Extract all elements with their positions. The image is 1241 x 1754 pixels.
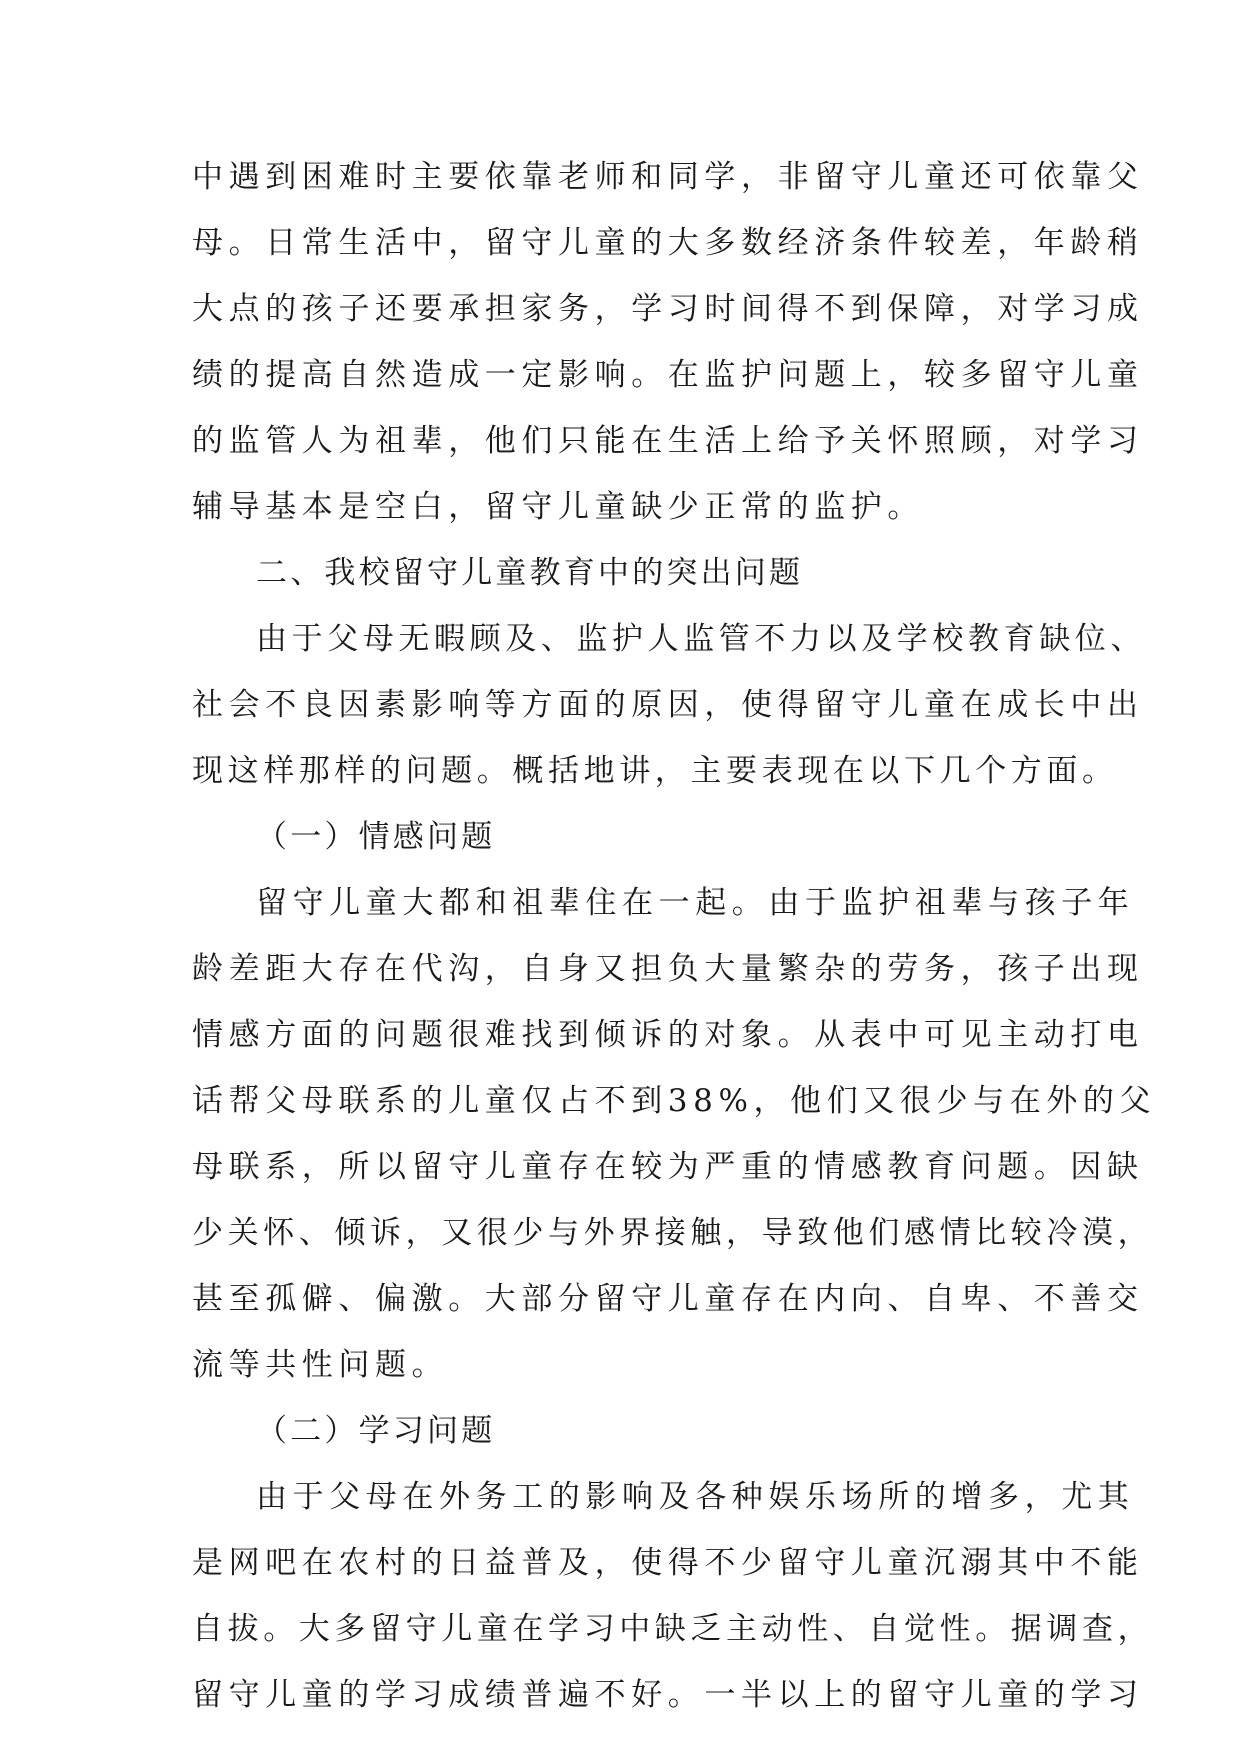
paragraph-line: 中遇到困难时主要依靠老师和同学，非留守儿童还可依靠父 [192, 159, 1144, 195]
paragraph-line: 绩的提高自然造成一定影响。在监护问题上，较多留守儿童 [192, 357, 1144, 393]
paragraph-line: 龄差距大存在代沟，自身又担负大量繁杂的劳务，孩子出现 [192, 951, 1144, 987]
section-heading: 二、我校留守儿童教育中的突出问题 [256, 555, 804, 591]
subsection-heading: （二）学习问题 [256, 1413, 496, 1449]
paragraph-line: 自拔。大多留守儿童在学习中缺乏主动性、自觉性。据调查， [192, 1611, 1154, 1647]
paragraph-line: 社会不良因素影响等方面的原因，使得留守儿童在成长中出 [192, 687, 1144, 723]
paragraph-line: 情感方面的问题很难找到倾诉的对象。从表中可见主动打电 [192, 1017, 1144, 1053]
paragraph-line: 的监管人为祖辈，他们只能在生活上给予关怀照顾，对学习 [192, 423, 1144, 459]
paragraph-line: 母。日常生活中，留守儿童的大多数经济条件较差，年龄稍 [192, 225, 1144, 261]
paragraph-line: 是网吧在农村的日益普及，使得不少留守儿童沉溺其中不能 [192, 1545, 1144, 1581]
paragraph-line: 流等共性问题。 [192, 1347, 449, 1383]
paragraph-line: 留守儿童大都和祖辈住在一起。由于监护祖辈与孩子年 [256, 885, 1135, 921]
paragraph-line: 大点的孩子还要承担家务，学习时间得不到保障，对学习成 [192, 291, 1144, 327]
paragraph-line: 由于父母在外务工的影响及各种娱乐场所的增多，尤其 [256, 1479, 1135, 1515]
paragraph-line: 母联系，所以留守儿童存在较为严重的情感教育问题。因缺 [192, 1149, 1144, 1185]
paragraph-line: 现这样那样的问题。概括地讲，主要表现在以下几个方面。 [192, 753, 1118, 789]
paragraph-line: 由于父母无暇顾及、监护人监管不力以及学校教育缺位、 [256, 621, 1146, 657]
paragraph-line: 甚至孤僻、偏激。大部分留守儿童存在内向、自卑、不善交 [192, 1281, 1144, 1317]
paragraph-line: 话帮父母联系的儿童仅占不到38%，他们又很少与在外的父 [192, 1083, 1157, 1119]
paragraph-line: 少关怀、倾诉，又很少与外界接触，导致他们感情比较冷漠， [192, 1215, 1154, 1251]
paragraph-line: 辅导基本是空白，留守儿童缺少正常的监护。 [192, 489, 924, 525]
paragraph-line: 留守儿童的学习成绩普遍不好。一半以上的留守儿童的学习 [192, 1677, 1144, 1713]
subsection-heading: （一）情感问题 [256, 819, 496, 855]
